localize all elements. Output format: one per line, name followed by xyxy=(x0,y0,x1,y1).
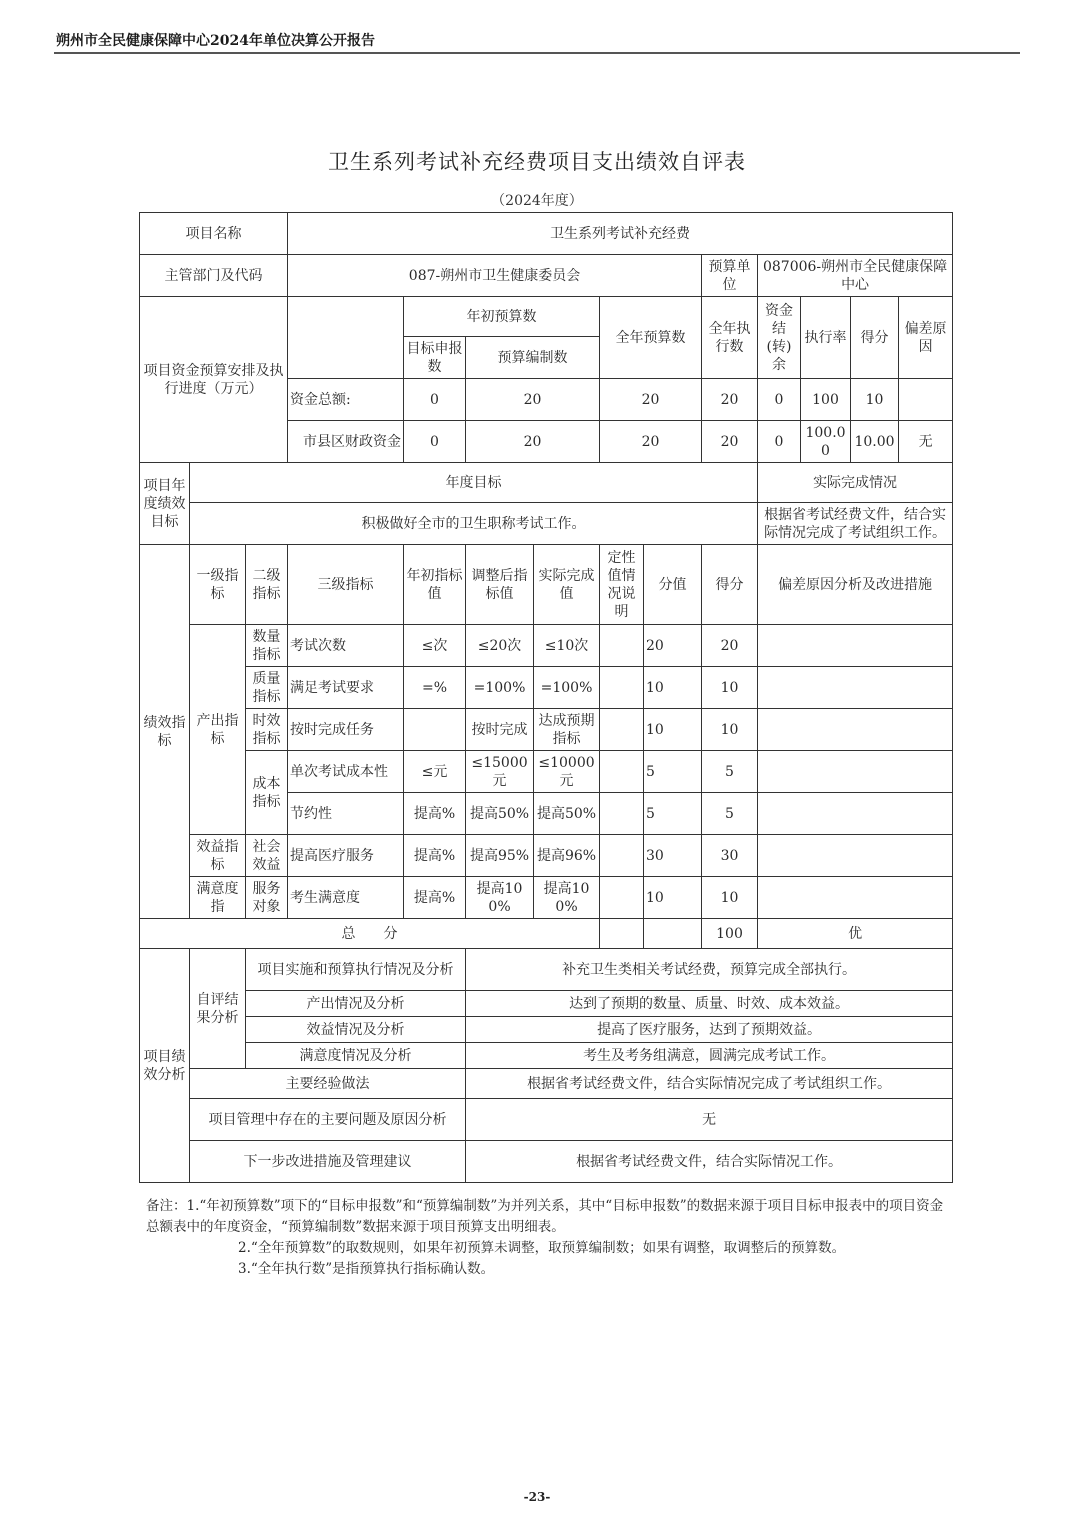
total-score: 100 xyxy=(702,919,758,949)
adjusted-value: ≤15000元 xyxy=(466,751,534,793)
experience-label: 主要经验做法 xyxy=(190,1069,466,1099)
annual-executed-value: 20 xyxy=(702,421,758,463)
indicator-score-value: 5 xyxy=(702,793,758,835)
total-blank-weight xyxy=(644,919,702,949)
subgroup-service: 服务对象 xyxy=(246,877,288,919)
annual-goal-value: 积极做好全市的卫生职称考试工作。 xyxy=(190,503,758,545)
annual-goal-header-row xyxy=(140,463,953,503)
initial-value: 提高% xyxy=(404,835,466,877)
analysis-row-label: 效益情况及分析 xyxy=(246,1017,466,1043)
exec-rate-header: 执行率 xyxy=(801,297,851,379)
analysis-section-label: 项目绩效分析 xyxy=(140,949,190,1183)
document-title: 卫生系列考试补充经费项目支出绩效自评表 xyxy=(328,150,746,174)
qualitative-value xyxy=(600,667,644,709)
target-declared-header: 目标申报数 xyxy=(404,337,466,379)
indicators-header-row xyxy=(140,545,953,625)
department-row xyxy=(140,255,953,297)
budget-compiled-value: 20 xyxy=(466,379,600,421)
budget-compiled-value: 20 xyxy=(466,421,600,463)
initial-value: ≤元 xyxy=(404,751,466,793)
indicator-score-header: 得分 xyxy=(702,545,758,625)
actual-value: 达成预期指标 xyxy=(534,709,600,751)
analysis-row-label: 产出情况及分析 xyxy=(246,991,466,1017)
annual-goal-section-label: 项目年度绩效目标 xyxy=(140,463,190,545)
balance-header: 资金结(转)余 xyxy=(758,297,801,379)
analysis-value xyxy=(758,709,953,751)
indicator-score-value: 10 xyxy=(702,877,758,919)
annual-goal-row xyxy=(140,503,953,545)
subgroup-cost: 成本指标 xyxy=(246,751,288,835)
budget-compiled-header: 预算编制数 xyxy=(466,337,600,379)
actual-value: =100% xyxy=(534,667,600,709)
qualitative-value xyxy=(600,709,644,751)
actual-value: 提高96% xyxy=(534,835,600,877)
weight-value: 30 xyxy=(644,835,702,877)
funds-score-value: 10.00 xyxy=(851,421,899,463)
page-number: -23- xyxy=(523,1490,551,1504)
experience-value: 根据省考试经费文件，结合实际情况完成了考试组织工作。 xyxy=(466,1069,953,1099)
adjusted-value: 按时完成 xyxy=(466,709,534,751)
indicators-section-label: 绩效指标 xyxy=(140,545,190,919)
problems-row xyxy=(140,1099,953,1141)
department-value: 087-朔州市卫生健康委员会 xyxy=(288,255,702,297)
weight-value: 10 xyxy=(644,667,702,709)
analysis-value xyxy=(758,625,953,667)
indicator-row xyxy=(140,835,953,877)
project-name-value: 卫生系列考试补充经费 xyxy=(288,213,953,255)
annual-executed-header: 全年执行数 xyxy=(702,297,758,379)
adjusted-value: 提高50% xyxy=(466,793,534,835)
experience-row xyxy=(140,1069,953,1099)
self-eval-label: 自评结果分析 xyxy=(190,949,246,1069)
analysis-header: 偏差原因分析及改进措施 xyxy=(758,545,953,625)
level3-header: 三级指标 xyxy=(288,545,404,625)
total-label: 总 分 xyxy=(140,919,600,949)
adjusted-value: 提高100% xyxy=(466,877,534,919)
qualitative-value xyxy=(600,751,644,793)
total-row xyxy=(140,919,953,949)
adjusted-value: =100% xyxy=(466,667,534,709)
next-steps-row xyxy=(140,1141,953,1183)
qualitative-value xyxy=(600,835,644,877)
level1-header: 一级指标 xyxy=(190,545,246,625)
project-name-label: 项目名称 xyxy=(140,213,288,255)
initial-value: ≤次 xyxy=(404,625,466,667)
group-benefit: 效益指标 xyxy=(190,835,246,877)
initial-value-header: 年初指标值 xyxy=(404,545,466,625)
evaluation-table xyxy=(139,212,953,1183)
analysis-value xyxy=(758,667,953,709)
actual-completion-header: 实际完成情况 xyxy=(758,463,953,503)
qualitative-value xyxy=(600,625,644,667)
actual-value: 提高50% xyxy=(534,793,600,835)
running-header: 朔州市全民健康保障中心2024年单位决算公开报告 xyxy=(56,33,375,49)
actual-value-header: 实际完成值 xyxy=(534,545,600,625)
initial-value: 提高% xyxy=(404,793,466,835)
subgroup-quality: 质量指标 xyxy=(246,667,288,709)
notes xyxy=(146,1196,946,1280)
initial-value xyxy=(404,709,466,751)
weight-header: 分值 xyxy=(644,545,702,625)
level3-value: 考生满意度 xyxy=(288,877,404,919)
document-year: （2024年度） xyxy=(491,193,583,209)
analysis-row-value: 提高了医疗服务，达到了预期效益。 xyxy=(466,1017,953,1043)
level3-value: 满足考试要求 xyxy=(288,667,404,709)
qualitative-header: 定性值情况说明 xyxy=(600,545,644,625)
adjusted-value: ≤20次 xyxy=(466,625,534,667)
analysis-row-label: 项目实施和预算执行情况及分析 xyxy=(246,949,466,991)
header-rule xyxy=(54,52,1020,54)
analysis-row-value: 达到了预期的数量、质量、时效、成本效益。 xyxy=(466,991,953,1017)
indicator-row xyxy=(140,877,953,919)
group-satisfaction: 满意度指 xyxy=(190,877,246,919)
funds-row-label: 资金总额: xyxy=(288,379,404,421)
actual-value: 提高100% xyxy=(534,877,600,919)
subgroup-timeliness: 时效指标 xyxy=(246,709,288,751)
weight-value: 20 xyxy=(644,625,702,667)
subgroup-social: 社会效益 xyxy=(246,835,288,877)
analysis-value xyxy=(758,751,953,793)
analysis-row-value: 考生及考务组满意，圆满完成考试工作。 xyxy=(466,1043,953,1069)
annual-budget-value: 20 xyxy=(600,421,702,463)
project-name-row xyxy=(140,213,953,255)
weight-value: 10 xyxy=(644,877,702,919)
indicator-row xyxy=(140,751,953,793)
department-label: 主管部门及代码 xyxy=(140,255,288,297)
note-2: 2.“全年预算数”的取数规则，如果年初预算未调整，取预算编制数；如果有调整，取调整后的预算数。 xyxy=(238,1240,846,1256)
funds-section-label: 项目资金预算安排及执行进度（万元） xyxy=(140,297,288,463)
indicator-score-value: 30 xyxy=(702,835,758,877)
level3-value: 考试次数 xyxy=(288,625,404,667)
annual-budget-value: 20 xyxy=(600,379,702,421)
weight-value: 5 xyxy=(644,793,702,835)
note-3: 3.“全年执行数”是指预算执行指标确认数。 xyxy=(238,1261,495,1277)
budget-unit-label: 预算单位 xyxy=(702,255,758,297)
funds-score-header: 得分 xyxy=(851,297,899,379)
qualitative-value xyxy=(600,793,644,835)
funds-row-label: 市县区财政资金 xyxy=(288,421,404,463)
deviation-value: 无 xyxy=(899,421,953,463)
level2-header: 二级指标 xyxy=(246,545,288,625)
deviation-header: 偏差原因 xyxy=(899,297,953,379)
analysis-value xyxy=(758,877,953,919)
deviation-value xyxy=(899,379,953,421)
weight-value: 5 xyxy=(644,751,702,793)
actual-value: ≤10次 xyxy=(534,625,600,667)
indicator-score-value: 10 xyxy=(702,709,758,751)
subgroup-quantity: 数量指标 xyxy=(246,625,288,667)
analysis-row-value: 补充卫生类相关考试经费，预算完成全部执行。 xyxy=(466,949,953,991)
indicator-score-value: 10 xyxy=(702,667,758,709)
exec-rate-value: 100.00 xyxy=(801,421,851,463)
annual-executed-value: 20 xyxy=(702,379,758,421)
level3-value: 节约性 xyxy=(288,793,404,835)
level3-value: 单次考试成本性 xyxy=(288,751,404,793)
level3-value: 按时完成任务 xyxy=(288,709,404,751)
analysis-row xyxy=(140,949,953,991)
budget-unit-value: 087006-朔州市全民健康保障中心 xyxy=(758,255,953,297)
indicator-score-value: 20 xyxy=(702,625,758,667)
analysis-row xyxy=(140,1017,953,1043)
analysis-row xyxy=(140,1043,953,1069)
total-grade: 优 xyxy=(758,919,953,949)
qualitative-value xyxy=(600,877,644,919)
group-output: 产出指标 xyxy=(190,625,246,835)
indicator-row xyxy=(140,667,953,709)
funds-blank-header xyxy=(288,297,404,379)
actual-value: ≤10000元 xyxy=(534,751,600,793)
funds-score-value: 10 xyxy=(851,379,899,421)
analysis-value xyxy=(758,835,953,877)
target-declared-value: 0 xyxy=(404,421,466,463)
balance-value: 0 xyxy=(758,379,801,421)
initial-budget-header: 年初预算数 xyxy=(404,297,600,337)
analysis-row-label: 满意度情况及分析 xyxy=(246,1043,466,1069)
target-declared-value: 0 xyxy=(404,379,466,421)
balance-value: 0 xyxy=(758,421,801,463)
exec-rate-value: 100 xyxy=(801,379,851,421)
indicator-score-value: 5 xyxy=(702,751,758,793)
total-blank-qualitative xyxy=(600,919,644,949)
note-1: 备注：1.“年初预算数”项下的“目标申报数”和“预算编制数”为并列关系，其中“目标申报数”的数据来源于项目目标申报表中的项目资金总额表中的年度资金，“预算编制数”数据来源于项目预算支出明细表。 xyxy=(146,1198,944,1235)
annual-budget-header: 全年预算数 xyxy=(600,297,702,379)
problems-label: 项目管理中存在的主要问题及原因分析 xyxy=(190,1099,466,1141)
next-steps-label: 下一步改进措施及管理建议 xyxy=(190,1141,466,1183)
level3-value: 提高医疗服务 xyxy=(288,835,404,877)
analysis-value xyxy=(758,793,953,835)
adjusted-value-header: 调整后指标值 xyxy=(466,545,534,625)
annual-goal-header: 年度目标 xyxy=(190,463,758,503)
adjusted-value: 提高95% xyxy=(466,835,534,877)
initial-value: =% xyxy=(404,667,466,709)
funds-header-row xyxy=(140,297,953,337)
next-steps-value: 根据省考试经费文件，结合实际情况工作。 xyxy=(466,1141,953,1183)
indicator-row xyxy=(140,709,953,751)
analysis-row xyxy=(140,991,953,1017)
problems-value: 无 xyxy=(466,1099,953,1141)
indicator-row xyxy=(140,625,953,667)
weight-value: 10 xyxy=(644,709,702,751)
actual-completion-value: 根据省考试经费文件，结合实际情况完成了考试组织工作。 xyxy=(758,503,953,545)
initial-value: 提高% xyxy=(404,877,466,919)
